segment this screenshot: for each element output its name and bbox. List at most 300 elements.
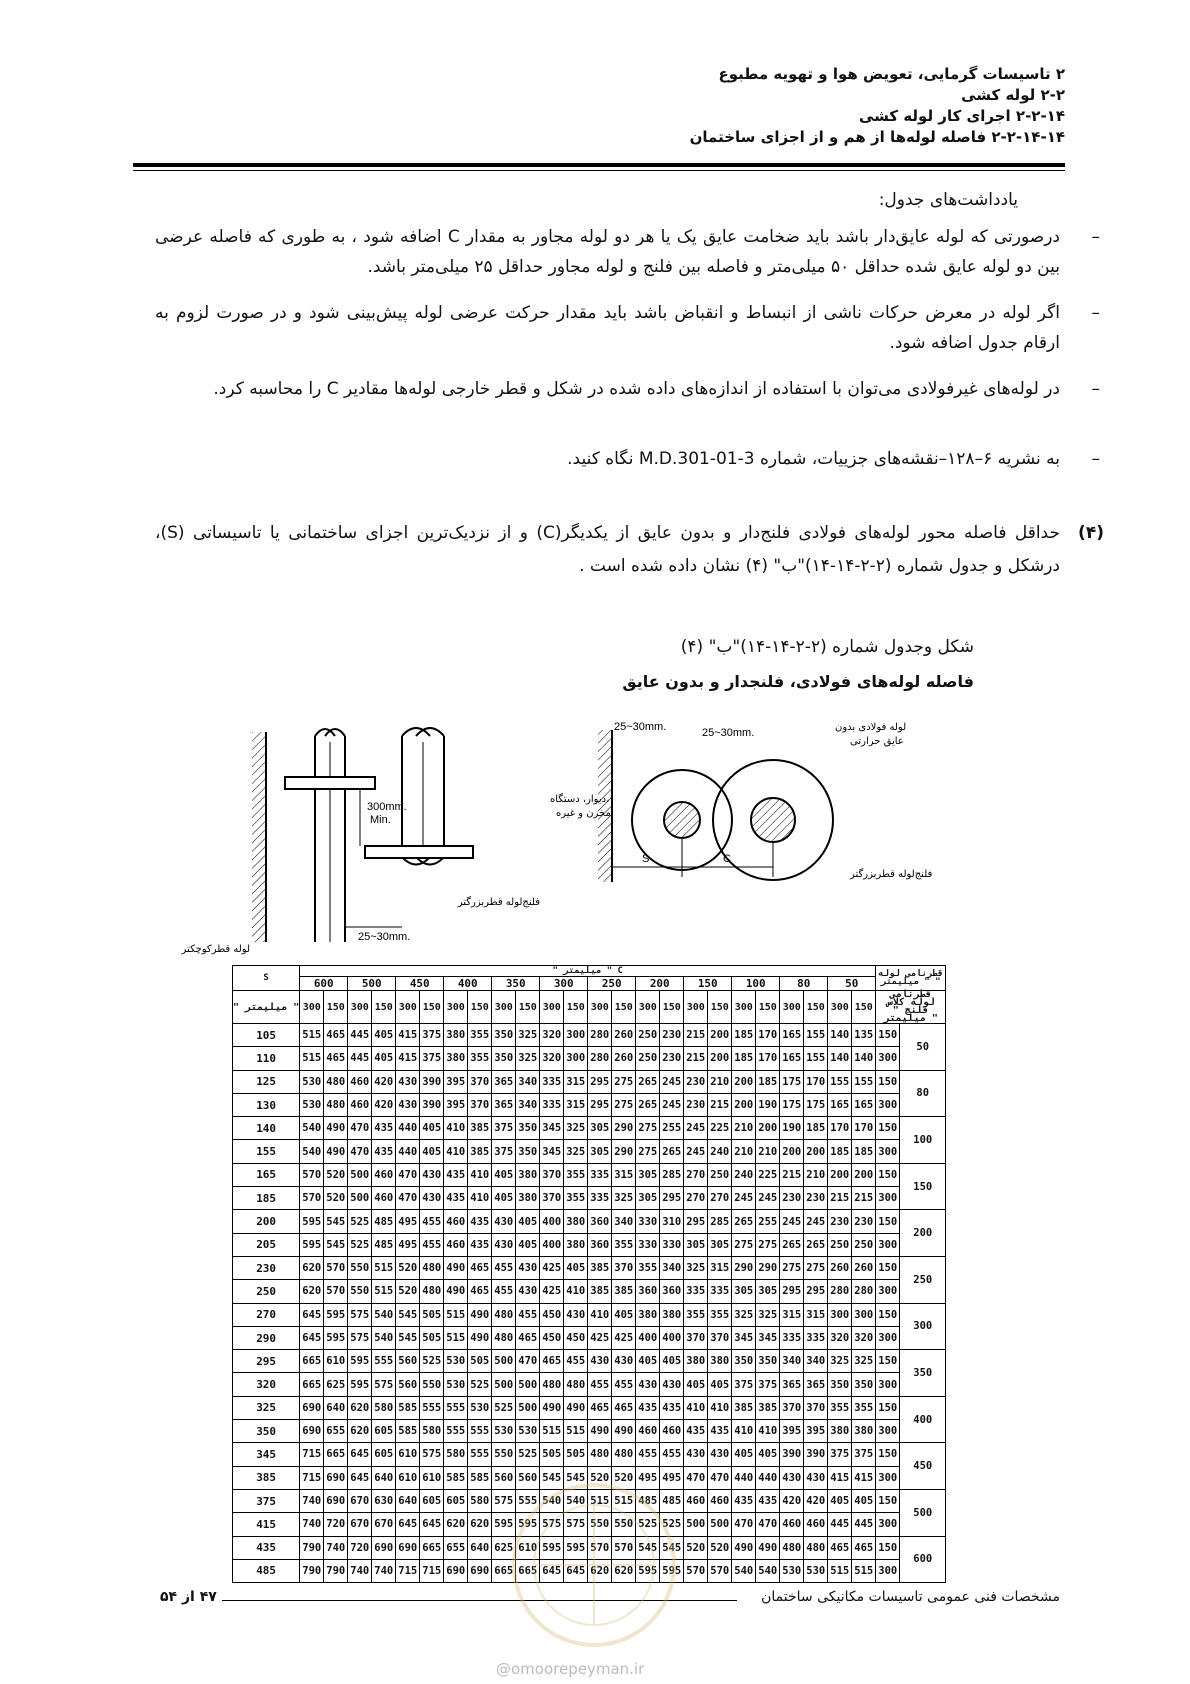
label-gap-top-2: 25~30mm. — [702, 727, 755, 739]
label-s: S — [642, 853, 650, 865]
cell-c: 380 — [444, 1024, 468, 1047]
cell-c: 340 — [660, 1256, 684, 1279]
cell-c: 485 — [660, 1489, 684, 1512]
cell-c: 465 — [516, 1326, 540, 1349]
cell-c: 320 — [540, 1024, 564, 1047]
cell-c: 185 — [852, 1140, 876, 1163]
table-row — [233, 1140, 946, 1163]
cell-c: 230 — [660, 1047, 684, 1070]
cell-c: 515 — [300, 1047, 324, 1070]
figure-subtitle: فاصله لوله‌های فولادی، فلنجدار و بدون عایق — [622, 672, 974, 691]
cell-c: 200 — [708, 1047, 732, 1070]
cell-c: 380 — [684, 1350, 708, 1373]
cell-c: 540 — [372, 1326, 396, 1349]
cell-c: 295 — [684, 1210, 708, 1233]
cell-c: 465 — [324, 1047, 348, 1070]
table-row — [233, 1024, 946, 1047]
cell-c: 645 — [300, 1326, 324, 1349]
cell-c: 315 — [612, 1163, 636, 1186]
table-row — [233, 1163, 946, 1186]
cell-c: 555 — [444, 1396, 468, 1419]
cell-c: 300 — [564, 1024, 588, 1047]
cell-c: 420 — [804, 1489, 828, 1512]
cell-c: 490 — [468, 1303, 492, 1326]
cell-class: 300 — [876, 1093, 900, 1116]
cell-c: 335 — [540, 1070, 564, 1093]
cell-c: 525 — [468, 1373, 492, 1396]
cell-c: 410 — [732, 1420, 756, 1443]
cell-c: 540 — [300, 1117, 324, 1140]
cell-c: 570 — [588, 1536, 612, 1559]
cell-c: 410 — [564, 1280, 588, 1303]
cell-c: 530 — [780, 1559, 804, 1582]
cell-c: 175 — [804, 1093, 828, 1116]
cell-c: 715 — [300, 1466, 324, 1489]
cell-c: 495 — [660, 1466, 684, 1489]
cell-c: 200 — [804, 1140, 828, 1163]
cell-c: 430 — [708, 1443, 732, 1466]
cell-c: 170 — [756, 1024, 780, 1047]
cell-c: 295 — [804, 1280, 828, 1303]
header-class: 150 — [660, 991, 684, 1024]
cell-c: 340 — [516, 1093, 540, 1116]
cell-c: 530 — [300, 1070, 324, 1093]
cell-c: 410 — [468, 1163, 492, 1186]
cell-nominal: 600 — [900, 1536, 946, 1583]
cell-c: 260 — [612, 1024, 636, 1047]
cell-c: 430 — [492, 1233, 516, 1256]
header-line-1: ۲ تاسیسات گرمایی، تعویض هوا و تهویه مطبوع — [718, 65, 1065, 83]
cell-s: 185 — [233, 1187, 300, 1210]
cell-c: 465 — [588, 1396, 612, 1419]
cell-c: 480 — [540, 1373, 564, 1396]
header-class: 300 — [684, 991, 708, 1024]
cell-c: 420 — [372, 1070, 396, 1093]
cell-c: 295 — [588, 1070, 612, 1093]
cell-class: 300 — [876, 1420, 900, 1443]
cell-c: 415 — [852, 1466, 876, 1489]
cell-c: 460 — [444, 1210, 468, 1233]
cell-c: 325 — [828, 1350, 852, 1373]
cell-c: 335 — [588, 1163, 612, 1186]
cell-c: 490 — [468, 1326, 492, 1349]
cell-s: 435 — [233, 1536, 300, 1559]
header-size: 50 — [828, 977, 876, 991]
cell-c: 545 — [324, 1210, 348, 1233]
large-pipe — [365, 728, 473, 865]
cell-class: 300 — [876, 1373, 900, 1396]
cell-class: 150 — [876, 1070, 900, 1093]
cell-c: 345 — [756, 1326, 780, 1349]
cell-c: 740 — [324, 1536, 348, 1559]
cell-c: 790 — [300, 1536, 324, 1559]
cell-c: 430 — [564, 1303, 588, 1326]
cell-c: 490 — [540, 1396, 564, 1419]
cell-c: 480 — [492, 1303, 516, 1326]
cell-c: 270 — [684, 1163, 708, 1186]
cell-c: 390 — [420, 1093, 444, 1116]
cell-c: 480 — [780, 1536, 804, 1559]
cell-c: 325 — [756, 1303, 780, 1326]
cell-c: 385 — [732, 1396, 756, 1419]
cell-c: 575 — [540, 1513, 564, 1536]
cell-c: 380 — [852, 1420, 876, 1443]
note-text: درصورتی که لوله عایق‌دار باشد باید ضخامت عایق یک یا هر دو لوله مجاور به مقدار C اضافه شود ، به طوری که فاصله عرضی بین دو لوله عایق شده حداقل ۵۰ میلی‌متر و فاصله بین فلنج و لوله مجاور حداقل ۲۵ میلی‌متر باشد. — [155, 227, 1060, 277]
cell-c: 290 — [756, 1256, 780, 1279]
cell-c: 315 — [780, 1303, 804, 1326]
cell-c: 690 — [324, 1489, 348, 1512]
header-class: 150 — [372, 991, 396, 1024]
cell-c: 495 — [396, 1210, 420, 1233]
cell-c: 410 — [444, 1140, 468, 1163]
cell-c: 140 — [852, 1047, 876, 1070]
cell-c: 690 — [372, 1536, 396, 1559]
cell-c: 455 — [636, 1443, 660, 1466]
cell-c: 570 — [612, 1536, 636, 1559]
cell-c: 335 — [780, 1326, 804, 1349]
cell-c: 645 — [396, 1513, 420, 1536]
cell-c: 645 — [300, 1303, 324, 1326]
cell-c: 480 — [420, 1256, 444, 1279]
cell-c: 260 — [852, 1256, 876, 1279]
cell-c: 215 — [684, 1047, 708, 1070]
cell-c: 435 — [636, 1396, 660, 1419]
cell-c: 295 — [588, 1093, 612, 1116]
cell-c: 305 — [684, 1233, 708, 1256]
cell-c: 425 — [540, 1256, 564, 1279]
cell-c: 480 — [588, 1443, 612, 1466]
cell-c: 435 — [468, 1233, 492, 1256]
cell-c: 370 — [780, 1396, 804, 1419]
cell-c: 690 — [468, 1559, 492, 1582]
header-size: 500 — [348, 977, 396, 991]
cell-c: 530 — [468, 1396, 492, 1419]
cell-c: 255 — [756, 1210, 780, 1233]
cell-c: 320 — [852, 1326, 876, 1349]
header-s-unit: " میلیمتر " — [233, 991, 300, 1024]
table-row — [233, 1350, 946, 1373]
cell-c: 405 — [684, 1373, 708, 1396]
cell-c: 395 — [444, 1070, 468, 1093]
cell-c: 215 — [852, 1187, 876, 1210]
cell-c: 520 — [684, 1536, 708, 1559]
header-class: 300 — [588, 991, 612, 1024]
cell-c: 325 — [564, 1117, 588, 1140]
cell-c: 595 — [660, 1559, 684, 1582]
cell-c: 405 — [732, 1443, 756, 1466]
cell-c: 240 — [732, 1163, 756, 1186]
cell-c: 645 — [348, 1466, 372, 1489]
cell-c: 375 — [420, 1024, 444, 1047]
label-steel-1: لوله فولادی بدون — [835, 722, 907, 733]
cell-c: 495 — [396, 1233, 420, 1256]
cell-class: 300 — [876, 1513, 900, 1536]
cell-c: 325 — [516, 1024, 540, 1047]
cell-c: 340 — [804, 1350, 828, 1373]
cell-c: 545 — [636, 1536, 660, 1559]
cell-s: 125 — [233, 1070, 300, 1093]
cell-c: 580 — [444, 1443, 468, 1466]
cell-c: 740 — [300, 1513, 324, 1536]
cell-c: 630 — [372, 1489, 396, 1512]
cell-c: 555 — [468, 1420, 492, 1443]
cell-s: 270 — [233, 1303, 300, 1326]
cell-c: 445 — [828, 1513, 852, 1536]
cell-c: 400 — [540, 1210, 564, 1233]
cell-c: 315 — [804, 1303, 828, 1326]
cell-c: 385 — [468, 1140, 492, 1163]
cell-c: 490 — [444, 1280, 468, 1303]
cell-c: 515 — [372, 1280, 396, 1303]
cell-c: 790 — [324, 1559, 348, 1582]
cell-c: 480 — [564, 1373, 588, 1396]
cell-c: 480 — [804, 1536, 828, 1559]
cell-c: 400 — [540, 1233, 564, 1256]
cell-c: 265 — [780, 1233, 804, 1256]
cell-c: 605 — [444, 1489, 468, 1512]
cell-c: 370 — [468, 1093, 492, 1116]
cell-c: 790 — [300, 1559, 324, 1582]
cell-c: 505 — [420, 1303, 444, 1326]
cell-c: 345 — [732, 1326, 756, 1349]
cell-class: 150 — [876, 1350, 900, 1373]
cell-c: 185 — [804, 1117, 828, 1140]
cell-c: 515 — [588, 1489, 612, 1512]
header-class: 300 — [348, 991, 372, 1024]
cell-c: 275 — [612, 1070, 636, 1093]
cell-c: 350 — [516, 1140, 540, 1163]
cell-c: 460 — [348, 1070, 372, 1093]
cell-c: 405 — [660, 1350, 684, 1373]
cell-c: 175 — [780, 1093, 804, 1116]
document-header — [690, 64, 1065, 148]
cell-s: 485 — [233, 1559, 300, 1582]
cell-c: 455 — [492, 1256, 516, 1279]
cell-c: 665 — [516, 1559, 540, 1582]
header-line-4: ۲-۲-۱۴-۱۴ فاصله لوله‌ها از هم و از اجزای ساختمان — [689, 128, 1065, 146]
cell-c: 645 — [540, 1559, 564, 1582]
cell-c: 225 — [708, 1117, 732, 1140]
cell-c: 645 — [348, 1443, 372, 1466]
cell-c: 670 — [348, 1513, 372, 1536]
cell-c: 380 — [564, 1233, 588, 1256]
cell-c: 185 — [828, 1140, 852, 1163]
cell-c: 320 — [540, 1047, 564, 1070]
cell-c: 355 — [828, 1396, 852, 1419]
cell-c: 140 — [828, 1047, 852, 1070]
cell-c: 290 — [732, 1256, 756, 1279]
cell-c: 250 — [852, 1233, 876, 1256]
cell-c: 440 — [732, 1466, 756, 1489]
cell-class: 150 — [876, 1210, 900, 1233]
cell-c: 260 — [828, 1256, 852, 1279]
cell-c: 545 — [396, 1326, 420, 1349]
cell-c: 610 — [324, 1350, 348, 1373]
header-c: " میلیمتر " C — [300, 966, 876, 977]
cell-class: 150 — [876, 1256, 900, 1279]
cell-c: 640 — [324, 1396, 348, 1419]
cell-c: 165 — [780, 1024, 804, 1047]
cell-c: 605 — [372, 1420, 396, 1443]
label-wall-2: مخزن و غیره — [556, 808, 611, 819]
cell-c: 595 — [324, 1303, 348, 1326]
cell-c: 315 — [564, 1070, 588, 1093]
cell-c: 375 — [732, 1373, 756, 1396]
cell-c: 405 — [516, 1210, 540, 1233]
cell-c: 595 — [324, 1326, 348, 1349]
cell-c: 275 — [780, 1256, 804, 1279]
cell-c: 530 — [804, 1559, 828, 1582]
cell-c: 230 — [852, 1210, 876, 1233]
cell-c: 375 — [420, 1047, 444, 1070]
table-header-row — [233, 966, 946, 977]
label-flange-large-2: فلنج‌لوله قطربزرگتر — [850, 869, 933, 880]
cell-c: 155 — [828, 1070, 852, 1093]
cell-c: 550 — [612, 1513, 636, 1536]
cell-c: 295 — [660, 1187, 684, 1210]
cell-c: 170 — [756, 1047, 780, 1070]
right-wall-hatch — [598, 730, 612, 882]
cell-c: 245 — [660, 1070, 684, 1093]
label-steel-2: عایق حرارتی — [850, 736, 904, 747]
cell-c: 385 — [612, 1280, 636, 1303]
cell-c: 265 — [636, 1070, 660, 1093]
cell-c: 355 — [684, 1303, 708, 1326]
cell-c: 215 — [780, 1163, 804, 1186]
table-row — [233, 1396, 946, 1419]
cell-class: 300 — [876, 1233, 900, 1256]
cell-class: 300 — [876, 1466, 900, 1489]
paragraph-number: (۴) — [1078, 523, 1104, 543]
cell-nominal: 150 — [900, 1163, 946, 1210]
cell-c: 490 — [732, 1536, 756, 1559]
cell-c: 430 — [636, 1373, 660, 1396]
cell-c: 665 — [300, 1350, 324, 1373]
cell-c: 480 — [324, 1070, 348, 1093]
cell-class: 300 — [876, 1326, 900, 1349]
cell-c: 525 — [420, 1350, 444, 1373]
cell-c: 365 — [492, 1093, 516, 1116]
cell-c: 655 — [324, 1420, 348, 1443]
cell-c: 470 — [516, 1350, 540, 1373]
note-dash: – — [1091, 379, 1100, 399]
cell-c: 430 — [612, 1350, 636, 1373]
cell-c: 595 — [348, 1350, 372, 1373]
cell-c: 365 — [492, 1070, 516, 1093]
cell-c: 485 — [636, 1489, 660, 1512]
cell-c: 460 — [684, 1489, 708, 1512]
cell-c: 575 — [420, 1443, 444, 1466]
cell-c: 280 — [588, 1047, 612, 1070]
header-class: 300 — [540, 991, 564, 1024]
header-class: 150 — [756, 991, 780, 1024]
cell-c: 550 — [420, 1373, 444, 1396]
cell-c: 620 — [348, 1396, 372, 1419]
cell-c: 530 — [444, 1373, 468, 1396]
cell-nominal: 80 — [900, 1070, 946, 1117]
header-line-2: ۲-۲ لوله کشی — [961, 86, 1065, 104]
cell-c: 520 — [396, 1280, 420, 1303]
cell-c: 380 — [564, 1210, 588, 1233]
cell-c: 410 — [708, 1396, 732, 1419]
cell-c: 485 — [372, 1210, 396, 1233]
header-size: 350 — [492, 977, 540, 991]
cell-c: 435 — [684, 1420, 708, 1443]
cell-c: 455 — [588, 1373, 612, 1396]
cell-c: 245 — [684, 1117, 708, 1140]
cell-class: 300 — [876, 1559, 900, 1582]
cell-c: 365 — [804, 1373, 828, 1396]
cell-s: 375 — [233, 1489, 300, 1512]
cell-c: 405 — [612, 1303, 636, 1326]
cell-c: 155 — [804, 1024, 828, 1047]
cell-c: 595 — [300, 1210, 324, 1233]
cell-c: 230 — [660, 1024, 684, 1047]
cell-c: 335 — [708, 1280, 732, 1303]
cell-c: 450 — [564, 1326, 588, 1349]
cell-c: 620 — [612, 1559, 636, 1582]
cell-c: 545 — [660, 1536, 684, 1559]
cell-c: 515 — [444, 1303, 468, 1326]
cell-s: 320 — [233, 1373, 300, 1396]
cell-c: 595 — [636, 1559, 660, 1582]
cell-c: 305 — [588, 1140, 612, 1163]
cell-nominal: 350 — [900, 1350, 946, 1397]
cell-c: 645 — [420, 1513, 444, 1536]
cell-c: 300 — [852, 1303, 876, 1326]
cell-c: 330 — [660, 1233, 684, 1256]
cell-c: 465 — [468, 1280, 492, 1303]
table-row — [233, 1093, 946, 1116]
cell-c: 215 — [828, 1187, 852, 1210]
header-class: 300 — [444, 991, 468, 1024]
header-s: S — [233, 966, 300, 991]
cell-c: 720 — [348, 1536, 372, 1559]
cell-c: 270 — [708, 1187, 732, 1210]
cell-c: 405 — [420, 1140, 444, 1163]
cell-c: 245 — [780, 1210, 804, 1233]
cell-c: 545 — [324, 1233, 348, 1256]
cell-c: 185 — [732, 1024, 756, 1047]
cell-c: 455 — [420, 1210, 444, 1233]
cell-c: 610 — [396, 1466, 420, 1489]
footer-title: مشخصات فنی عمومی تاسیسات مکانیکی ساختمان — [761, 1589, 1060, 1605]
cell-c: 285 — [708, 1210, 732, 1233]
cell-nominal: 250 — [900, 1256, 946, 1303]
cell-c: 525 — [348, 1233, 372, 1256]
cell-c: 490 — [612, 1420, 636, 1443]
label-gap-bottom: 25~30mm. — [358, 931, 411, 943]
cell-c: 200 — [732, 1093, 756, 1116]
cell-c: 570 — [708, 1559, 732, 1582]
cell-c: 420 — [372, 1093, 396, 1116]
header-size: 100 — [732, 977, 780, 991]
cell-c: 425 — [612, 1326, 636, 1349]
cell-c: 440 — [396, 1117, 420, 1140]
cell-c: 515 — [372, 1256, 396, 1279]
cell-c: 720 — [324, 1513, 348, 1536]
note-dash: – — [1091, 303, 1100, 323]
cell-c: 370 — [540, 1163, 564, 1186]
cell-c: 200 — [732, 1070, 756, 1093]
cell-c: 310 — [660, 1210, 684, 1233]
cell-c: 385 — [588, 1256, 612, 1279]
note-item — [260, 444, 1100, 474]
cell-c: 265 — [636, 1093, 660, 1116]
cell-c: 515 — [828, 1559, 852, 1582]
cell-c: 595 — [300, 1233, 324, 1256]
cell-c: 435 — [756, 1489, 780, 1512]
